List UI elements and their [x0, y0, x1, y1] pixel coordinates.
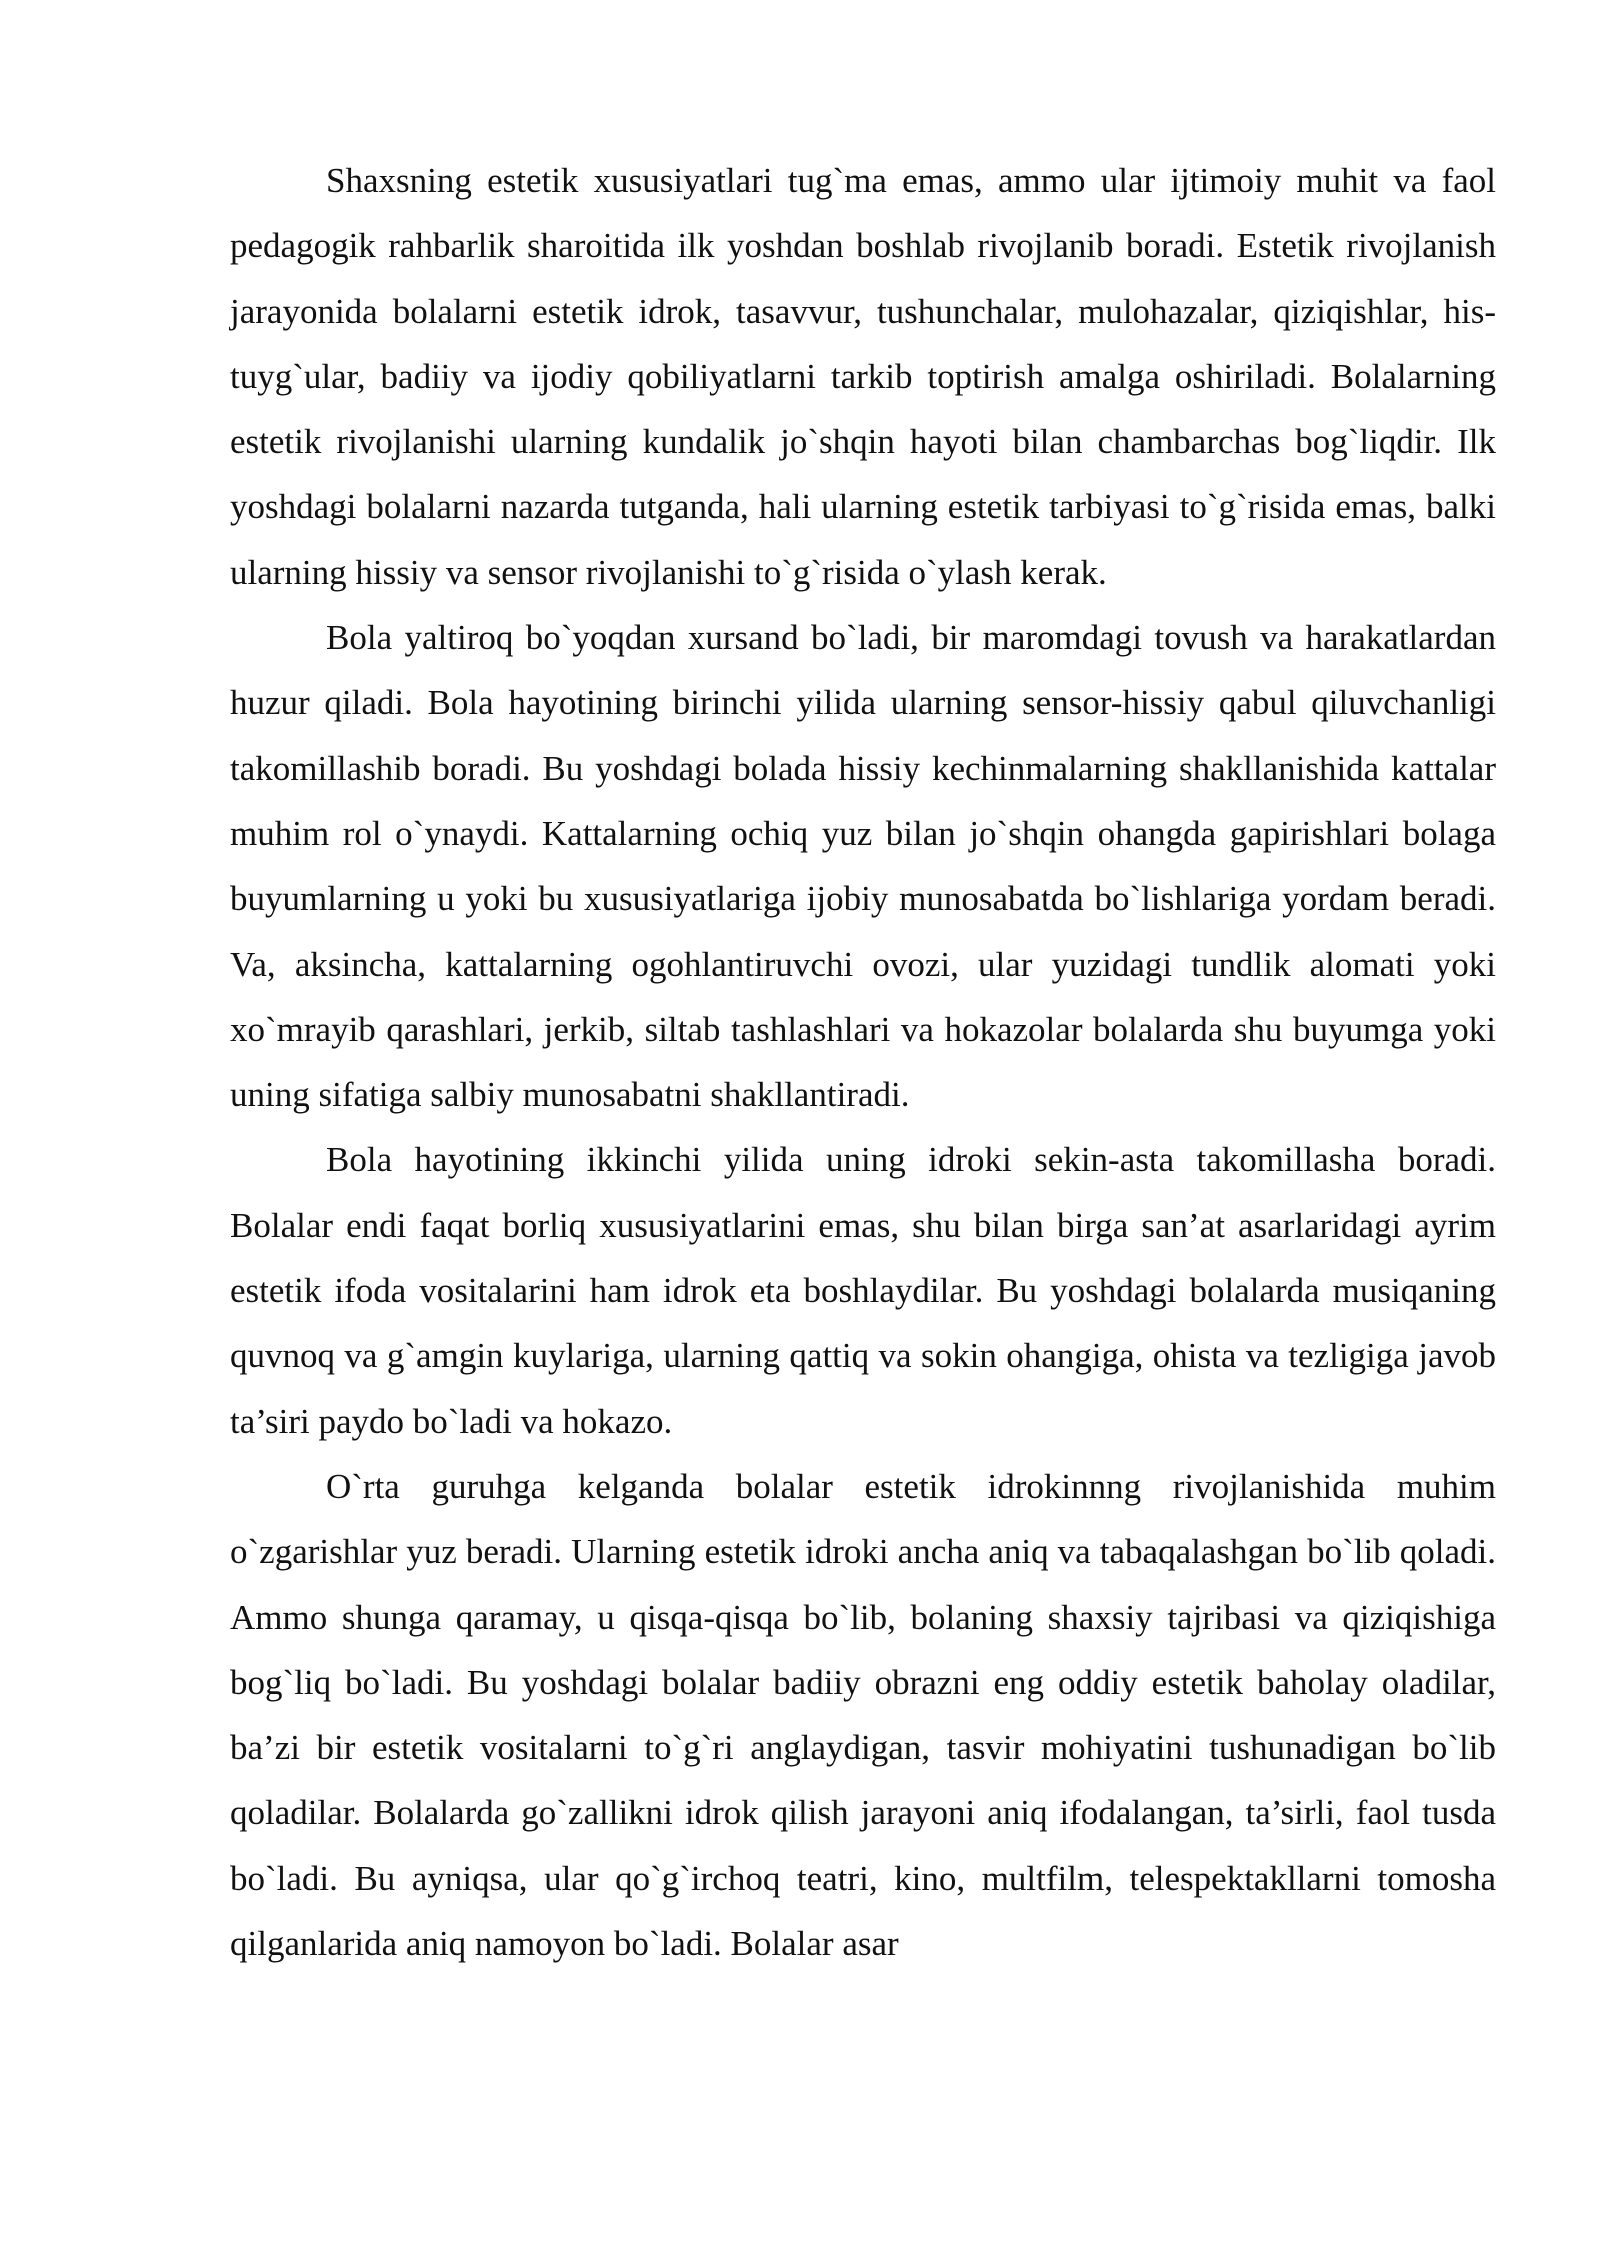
document-body	[230, 148, 1496, 1976]
paragraph-1: Shaxsning estetik xususiyatlari tug`ma emas, ammo ular ijtimoiy muhit va faol pedagogik rahbarlik sharoitida ilk yoshdan boshlab rivojlanib boradi. Estetik rivojlanish jarayonida bolalarni estetik idrok, tasavvur, tushunchalar, mulohazalar, qiziqishlar, his-tuyg`ular, badiiy va ijodiy qobiliyatlarni tarkib toptirish amalga oshiriladi. Bolalarning estetik rivojlanishi ularning kundalik jo`shqin hayoti bilan chambarchas bog`liqdir. Ilk yoshdagi bolalarni nazarda tutganda, hali ularning estetik tarbiyasi to`g`risida emas, balki ularning hissiy va sensor rivojlanishi to`g`risida o`ylash kerak.	[230, 161, 1496, 592]
paragraph-2: Bola yaltiroq bo`yoqdan xursand bo`ladi, bir maromdagi tovush va harakatlardan huzur qiladi. Bola hayotining birinchi yilida ularning sensor-hissiy qabul qiluvchanligi takomillashib boradi. Bu yoshdagi bolada hissiy kechinmalarning shakllanishida kattalar muhim rol o`ynaydi. Kattalarning ochiq yuz bilan jo`shqin ohangda gapirishlari bolaga buyumlarning u yoki bu xususiyatlariga ijobiy munosabatda bo`lishlariga yordam beradi. Va, aksincha, kattalarning ogohlantiruvchi ovozi, ular yuzidagi tundlik alomati yoki xo`mrayib qarashlari, jerkib, siltab tashlashlari va hokazolar bolalarda shu buyumga yoki uning sifatiga salbiy munosabatni shakllantiradi.	[230, 618, 1496, 1115]
paragraph-3: Bola hayotining ikkinchi yilida uning idroki sekin-asta takomillasha boradi. Bolalar endi faqat borliq xususiyatlarini emas, shu bilan birga san’at asarlaridagi ayrim estetik ifoda vositalarini ham idrok eta boshlaydilar. Bu yoshdagi bolalarda musiqaning quvnoq va g`amgin kuylariga, ularning qattiq va sokin ohangiga, ohista va tezligiga javob ta’siri paydo bo`ladi va hokazo.	[230, 1140, 1496, 1441]
paragraph-4: O`rta guruhga kelganda bolalar estetik idrokinnng rivojlanishida muhim o`zgarishlar yuz beradi. Ularning estetik idroki ancha aniq va tabaqalashgan bo`lib qoladi. Ammo shunga qaramay, u qisqa-qisqa bo`lib, bolaning shaxsiy tajribasi va qiziqishiga bog`liq bo`ladi. Bu yoshdagi bolalar badiiy obrazni eng oddiy estetik baholay oladilar, ba’zi bir estetik vositalarni to`g`ri anglaydigan, tasvir mohiyatini tushunadigan bo`lib qoladilar. Bolalarda go`zallikni idrok qilish jarayoni aniq ifodalangan, ta’sirli, faol tusda bo`ladi. Bu ayniqsa, ular qo`g`irchoq teatri, kino, multfilm, telespektakllarni tomosha qilganlarida aniq namoyon bo`ladi. Bolalar asar	[230, 1466, 1496, 1964]
